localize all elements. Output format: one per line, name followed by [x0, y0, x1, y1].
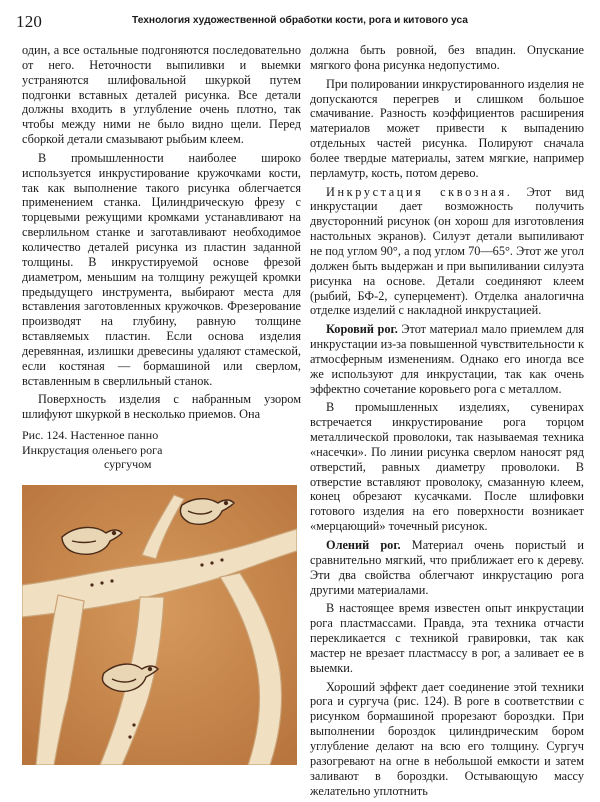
- antler-panel-image: [22, 485, 297, 765]
- caption-line: Инкрустация оленьего рога: [22, 442, 163, 457]
- paragraph-text: Этот вид инкрустации дает возможность получить двусторонний рисунок (он хорош для изготовления настольных экранов). Силуэт детали выпиливают не под углом 90°, а под углом 70—65°. Этот же угол должен быть выдержан и при выпиливании силуэта рисунка на основе. Детали соединяют клеем (рыбий, БФ-2, суперцемент). Отделка аналогична отделке изделий с накладной инкрустацией.: [310, 184, 584, 318]
- paragraph: [310, 538, 584, 597]
- paragraph: В настоящее время известен опыт инкрустации рога пластмассами. Правда, эта техника отчасти перекликается с техникой гравировки, так как мастер не врезает пластмассу в рог, а заливает ее в выемки.: [310, 601, 584, 675]
- caption-line: Рис. 124. Настенное панно: [22, 428, 159, 442]
- left-column: [22, 43, 301, 426]
- paragraph: Хороший эффект дает соединение этой техники рога и сургуча (рис. 124). В роге в соответствии с рисунком бормашиной прорезают бороздки. При выполнении бороздок цилиндрическим бором углубление делают на всю его толщину. Сургуч разогревают на огне в небольшой емкости и затем заливают в бороздки. Остывающую массу желательно уплотнить: [310, 679, 584, 798]
- right-column: [310, 43, 584, 802]
- caption-line: сургучом: [104, 457, 152, 471]
- paragraph: [310, 322, 584, 396]
- figure-caption: [22, 428, 222, 472]
- paragraph: должна быть ровной, без впадин. Опускание мягкого фона рисунка недопустимо.: [310, 43, 584, 72]
- running-title: Технология художественной обработки кости, рога и китового уса: [132, 15, 468, 26]
- paragraph: При полировании инкрустированного изделия не допускаются перегрев и слишком большое смачивание. Разность коэффициентов расширения материалов может привести к выпадению отдельных частей рисунка. Полируют сначала более твердые материалы, затем мягкие, например перламутр, кость, потом дерево.: [310, 76, 584, 180]
- paragraph: один, а все остальные подгоняются последовательно от него. Неточности выпиливки и выемки устраняются шлифовальной шкуркой путем подгонки вставных деталей рисунка. Все детали должны входить в углубление очень плотно, так чтобы между ними не было видно щели. Перед сборкой детали смазывают рыбьим клеем.: [22, 43, 301, 147]
- paragraph: В промышленных изделиях, сувенирах встречается инкрустирование рога торцом металлической проволоки, так называемая техника «насечки». По линии рисунка сверлом наносят ряд отверстий, равных диаметру проволоки. В отверстие вставляют проволоку, смазанную клеем, конец обрезают кусачками. После шлифовки готового изделия на его поверхности возникает «мерцающий» точечный рисунок.: [310, 400, 584, 534]
- paragraph-text: Этот материал мало приемлем для инкрустации из-за повышенной чувствительности к атмосферным изменениям. Однако его иногда все же используют для инкрустации, так как очень эффектно сочетание коровьего рога с металлом.: [310, 322, 584, 396]
- term-heading: Инкрустация сквозная.: [326, 184, 513, 199]
- paragraph-text: Материал очень пористый и сравнительно мягкий, что приближает его к дереву. Эти два свойства облегчают инкрустацию рога другими материалами.: [310, 538, 584, 597]
- paragraph: Поверхность изделия с набранным узором шлифуют шкуркой в несколько приемов. Она: [22, 392, 301, 422]
- figure-photo: [22, 485, 297, 765]
- paragraph: [310, 185, 584, 319]
- paragraph: В промышленности наиболее широко используется инкрустирование кружочками кости, так как выполнение такого рисунка облегчается применением станка. Цилиндрическую фрезу с торцевыми режущими кромками устанавливают на сверлильном станке и заготавливают необходимое количество деталей рисунка из пластин заданной толщины. В инкрустируемой основе фрезой диаметром, меньшим на толщину режущей кромки предыдущего инструмента, выбирают места для вставления заготовленных кружочков. Фрезерование производят на глубину, равную толщине вставляемых пластин. Если основа изделия деревянная, излишки древесины удаляют стамеской, если костяная — бормашиной или сверлом, вставленным в сверлильный станок.: [22, 150, 301, 388]
- term-heading: Коровий рог.: [326, 322, 398, 337]
- term-heading: Олений рог.: [326, 538, 401, 552]
- page-number: 120: [16, 12, 43, 31]
